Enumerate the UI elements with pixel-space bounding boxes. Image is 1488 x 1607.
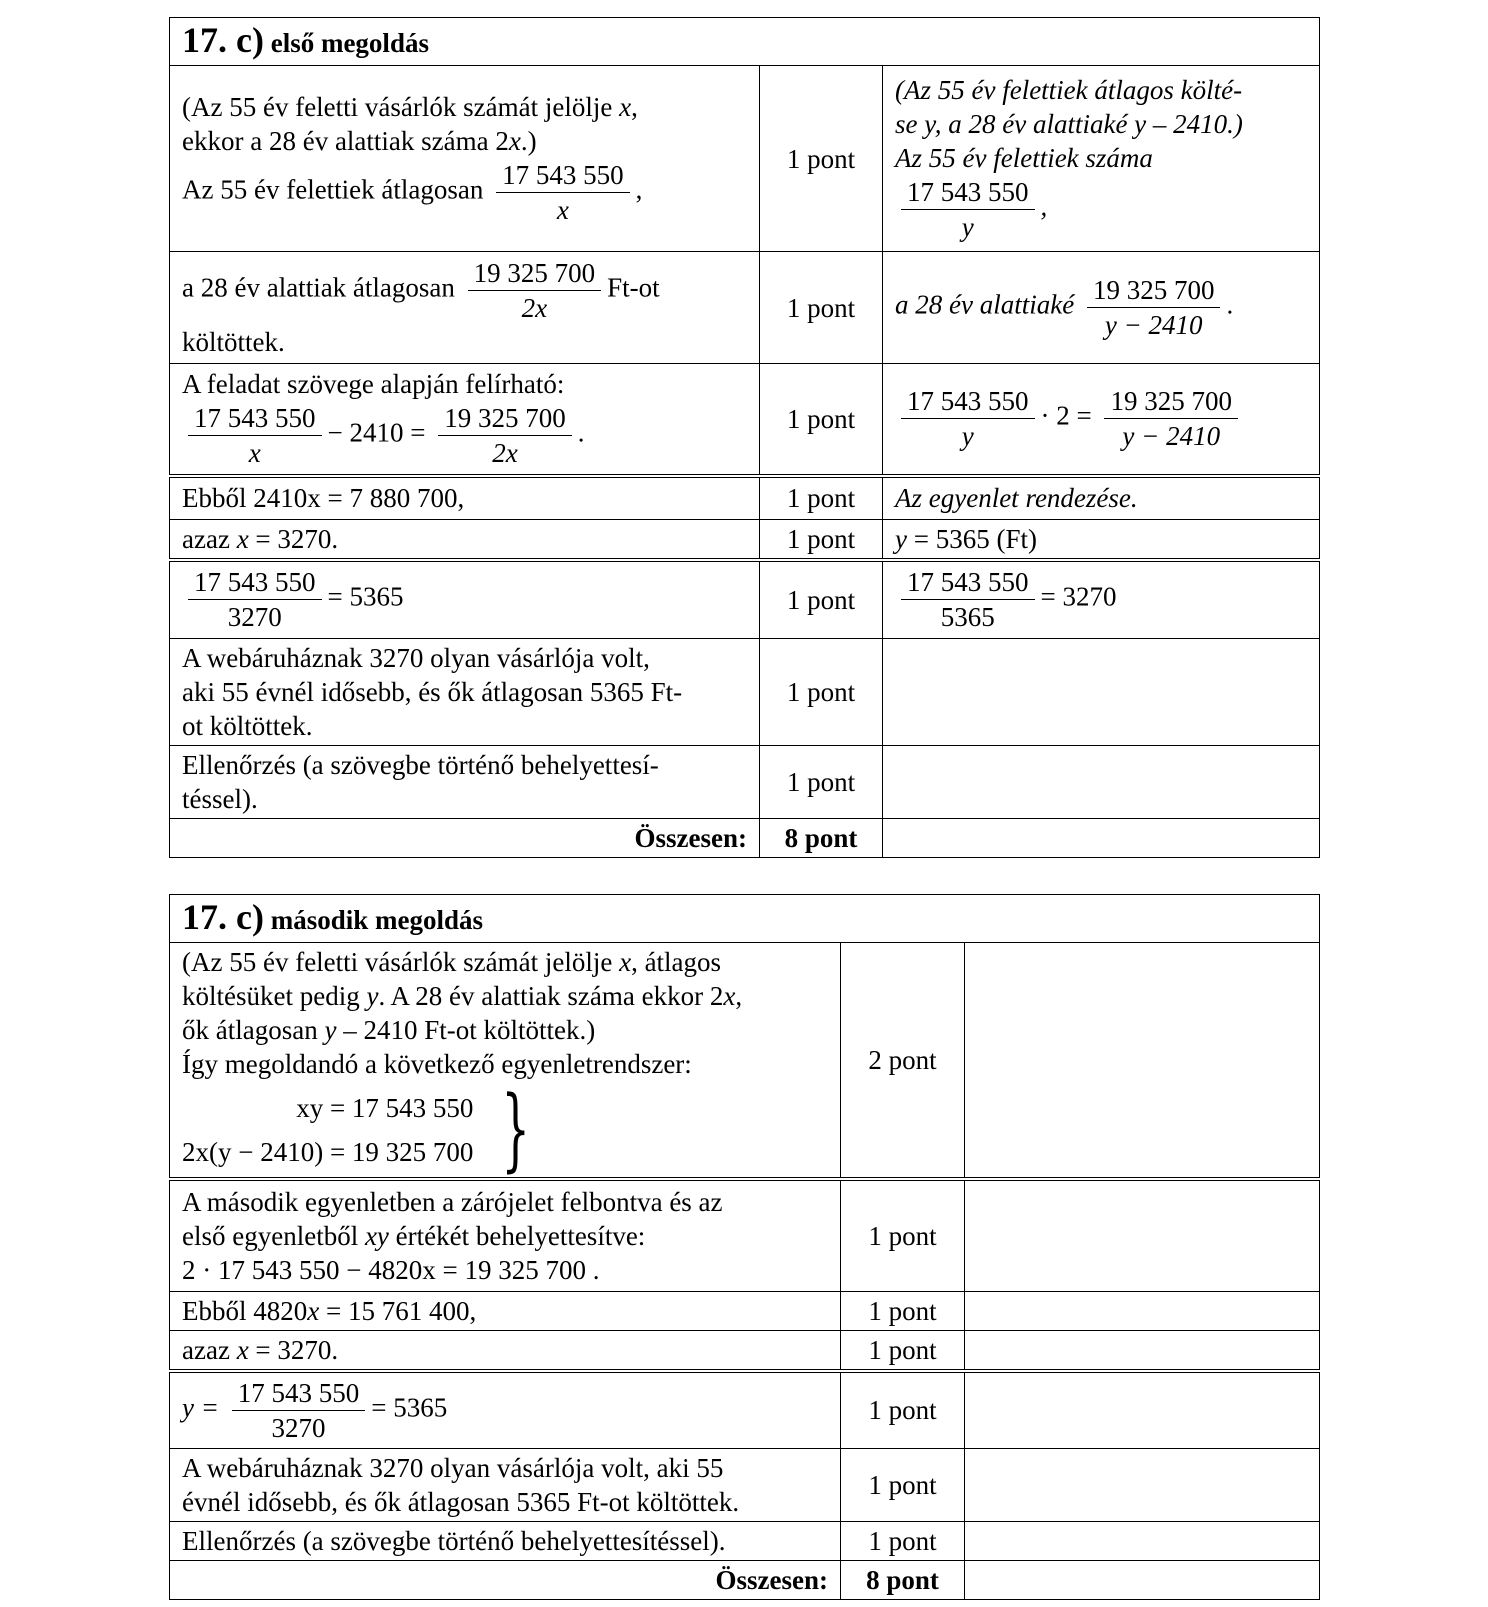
points-cell: 1 pont: [760, 252, 883, 364]
step-cell: azaz x = 3270.: [170, 520, 760, 561]
table-row: [170, 943, 1320, 1180]
note-cell: Az egyenlet rendezése.: [883, 476, 1320, 520]
table-row: [170, 1330, 1320, 1371]
fraction: $\frac{17 543 550}{x}$: [496, 158, 630, 227]
step-cell: Ebből 4820x = 15 761 400,: [170, 1291, 841, 1330]
fraction: $\frac{19 325 700}{2x}$: [438, 401, 572, 470]
points-cell: 1 pont: [841, 1522, 965, 1561]
fraction: $\frac{19 325 700}{2x}$: [468, 256, 602, 325]
points-cell: 1 pont: [760, 745, 883, 818]
table-row: [170, 1179, 1320, 1291]
solution-table-2: [169, 894, 1320, 1600]
step-cell: A webáruháznak 3270 olyan vásárlója volt, aki 55 évnél idősebb, és ők átlagosan 5365 Ft-ot költöttek.: [170, 1449, 841, 1522]
table-row: [170, 560, 1320, 638]
solution-title: első megoldás: [270, 28, 429, 58]
step-cell: azaz x = 3270.: [170, 1330, 841, 1371]
table-row: [170, 1371, 1320, 1449]
note-cell: y = 5365 (Ft): [883, 520, 1320, 561]
solution-title: második megoldás: [270, 905, 484, 935]
points-cell: 1 pont: [760, 364, 883, 476]
table-header: [170, 18, 1320, 66]
right-brace-icon: }: [501, 1077, 531, 1182]
note-cell: [965, 1371, 1320, 1449]
table-row: [170, 476, 1320, 520]
total-row: [170, 818, 1320, 857]
points-cell: 1 pont: [760, 476, 883, 520]
step-cell: Ellenőrzés (a szövegbe történő behelyettesítéssel).: [170, 1522, 841, 1561]
fraction: $\frac{19 325 700}{y - 2410}$: [1087, 273, 1221, 342]
note-cell: [965, 1179, 1320, 1291]
points-cell: 1 pont: [841, 1291, 965, 1330]
fraction: $\frac{17 543 550}{y}$: [901, 175, 1035, 244]
note-cell: [883, 745, 1320, 818]
solution-table-1: [169, 17, 1320, 858]
note-cell: [883, 638, 1320, 745]
step-cell: y = $\frac{17 543 550}{3270}$ = 5365: [170, 1371, 841, 1449]
points-cell: 1 pont: [760, 560, 883, 638]
total-row: [170, 1561, 1320, 1600]
fraction: $\frac{17 543 550}{x}$: [188, 401, 322, 470]
fraction: $\frac{19 325 700}{y - 2410}$: [1104, 384, 1238, 453]
table-row: [170, 1522, 1320, 1561]
table-row: [170, 252, 1320, 364]
points-cell: 1 pont: [760, 638, 883, 745]
table-header: [170, 895, 1320, 943]
points-cell: 1 pont: [760, 520, 883, 561]
fraction: $\frac{17 543 550}{3270}$: [188, 565, 322, 634]
table-row: [170, 520, 1320, 561]
step-cell: Ellenőrzés (a szövegbe történő behelyettesí- téssel).: [170, 745, 760, 818]
note-cell: $\frac{17 543 550}{y}$ · 2 = $\frac{19 325 700}{y - 2410}$: [883, 364, 1320, 476]
table-row: [170, 364, 1320, 476]
table-row: [170, 638, 1320, 745]
note-cell: [965, 943, 1320, 1180]
points-cell: 1 pont: [760, 66, 883, 252]
fraction: $\frac{17 543 550}{5365}$: [901, 565, 1035, 634]
problem-number: 17. c): [182, 897, 264, 937]
note-cell: [965, 1330, 1320, 1371]
note-cell: [965, 1291, 1320, 1330]
note-cell: [965, 1449, 1320, 1522]
points-cell: 1 pont: [841, 1371, 965, 1449]
points-cell: 1 pont: [841, 1330, 965, 1371]
points-cell: 1 pont: [841, 1449, 965, 1522]
points-cell: 1 pont: [841, 1179, 965, 1291]
points-cell: 2 pont: [841, 943, 965, 1180]
total-points: 8 pont: [760, 818, 883, 857]
table-row: [170, 66, 1320, 252]
equation-system: xy = 17 543 550 2x(y − 2410) = 19 325 700 }: [182, 1077, 531, 1182]
step-cell: $\frac{17 543 550}{3270}$ = 5365: [170, 560, 760, 638]
table-row: [170, 1449, 1320, 1522]
step-cell: A második egyenletben a zárójelet felbontva és az első egyenletből xy értékét behelyettesítve: 2 · 17 543 550 − 4820x = 19 325 700 .: [170, 1179, 841, 1291]
note-cell: $\frac{17 543 550}{5365}$ = 3270: [883, 560, 1320, 638]
step-cell: (Az 55 év feletti vásárlók számát jelölje x, átlagos költésüket pedig y. A 28 év alattiak száma ekkor 2x, ők átlagosan y – 2410 Ft-ot költöttek.) Így megoldandó a következő egyenletrendszer: xy = 17 543 550 2x(y − 2410) = 19 325 700 }: [170, 943, 841, 1180]
step-cell: (Az 55 év feletti vásárlók számát jelölje x, ekkor a 28 év alattiak száma 2x.) Az 55 év felettiek átlagosan $\frac{17 543 550}{x}$ ,: [170, 66, 760, 252]
fraction: $\frac{17 543 550}{3270}$: [232, 1376, 366, 1445]
total-points: 8 pont: [841, 1561, 965, 1600]
table-row: [170, 745, 1320, 818]
table-row: [170, 1291, 1320, 1330]
step-cell: a 28 év alattiak átlagosan $\frac{19 325 700}{2x}$ Ft-ot költöttek.: [170, 252, 760, 364]
step-cell: A webáruháznak 3270 olyan vásárlója volt, aki 55 évnél idősebb, és ők átlagosan 5365 Ft- ot költöttek.: [170, 638, 760, 745]
step-cell: A feladat szövege alapján felírható: $\frac{17 543 550}{x}$ − 2410 = $\frac{19 325 700}{2x}$ .: [170, 364, 760, 476]
total-label: Összesen:: [170, 818, 760, 857]
step-cell: Ebből 2410x = 7 880 700,: [170, 476, 760, 520]
note-cell: [965, 1522, 1320, 1561]
total-label: Összesen:: [170, 1561, 841, 1600]
fraction: $\frac{17 543 550}{y}$: [901, 384, 1035, 453]
problem-number: 17. c): [182, 20, 264, 60]
note-cell: a 28 év alattiaké $\frac{19 325 700}{y - 2410}$ .: [883, 252, 1320, 364]
note-cell: (Az 55 év felettiek átlagos költé- se y, a 28 év alattiaké y – 2410.) Az 55 év felettiek száma $\frac{17 543 550}{y}$ ,: [883, 66, 1320, 252]
